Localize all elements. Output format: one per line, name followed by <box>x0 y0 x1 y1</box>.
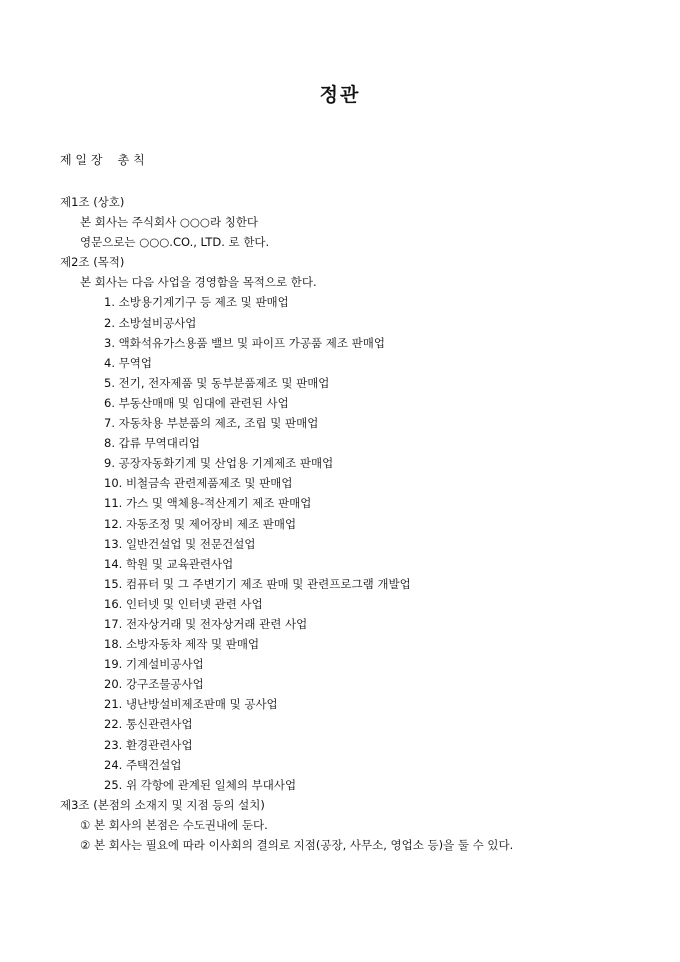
article-1-line: 영문으로는 ○○○.CO., LTD. 로 한다. <box>80 235 270 250</box>
chapter-heading: 제 일 장 총 칙 <box>60 153 145 167</box>
business-item: 25. 위 각항에 관계된 일체의 부대사업 <box>104 777 297 792</box>
business-item: 5. 전기, 전자제품 및 동부분품제조 및 판매업 <box>104 375 330 390</box>
business-item: 8. 갑류 무역대리업 <box>104 436 201 451</box>
business-item: 6. 부동산매매 및 임대에 관련된 사업 <box>104 395 289 410</box>
business-item: 24. 주택건설업 <box>104 757 182 772</box>
business-item: 13. 일반건설업 및 전문건설업 <box>104 536 256 551</box>
business-item: 17. 전자상거래 및 전자상거래 관련 사업 <box>104 616 308 631</box>
article-2-heading: 제2조 (목적) <box>60 255 125 270</box>
business-item: 7. 자동차용 부분품의 제조, 조립 및 판매업 <box>104 416 319 431</box>
business-item: 1. 소방용기계기구 등 제조 및 판매업 <box>104 295 289 310</box>
business-item: 4. 무역업 <box>104 355 152 370</box>
article-2-intro: 본 회사는 다음 사업을 경영함을 목적으로 한다. <box>80 275 317 290</box>
business-item: 16. 인터넷 및 인터넷 관련 사업 <box>104 596 263 611</box>
business-item: 12. 자동조정 및 제어장비 제조 판매업 <box>104 516 297 531</box>
article-1-line: 본 회사는 주식회사 ○○○라 칭한다 <box>80 215 259 230</box>
business-item: 20. 강구조물공사업 <box>104 677 204 692</box>
article-3-clause: ① 본 회사의 본점은 수도권내에 둔다. <box>80 817 268 832</box>
business-item: 22. 통신관련사업 <box>104 717 193 732</box>
business-item: 11. 가스 및 액체용-적산계기 제조 판매업 <box>104 496 312 511</box>
business-item: 15. 컴퓨터 및 그 주변기기 제조 판매 및 관련프로그램 개발업 <box>104 576 411 591</box>
article-1-heading: 제1조 (상호) <box>60 195 125 209</box>
business-item: 3. 액화석유가스용품 밸브 및 파이프 가공품 제조 판매업 <box>104 335 385 350</box>
business-item: 2. 소방설비공사업 <box>104 315 197 330</box>
business-item: 9. 공장자동화기계 및 산업용 기계제조 판매업 <box>104 456 334 471</box>
document-title: 정관 <box>319 84 361 106</box>
article-3-clause: ② 본 회사는 필요에 따라 이사회의 결의로 지점(공장, 사무소, 영업소 등)을 둘 수 있다. <box>80 838 514 852</box>
document-body <box>0 192 680 855</box>
business-item: 19. 기계설비공사업 <box>104 657 204 672</box>
article-3-heading: 제3조 (본점의 소재지 및 지점 등의 설치) <box>60 797 265 812</box>
business-item: 18. 소방자동차 제작 및 판매업 <box>104 637 260 652</box>
business-item: 21. 냉난방설비제조판매 및 공사업 <box>104 697 278 712</box>
business-item: 23. 환경관련사업 <box>104 737 193 752</box>
business-item: 10. 비철금속 관련제품제조 및 판매업 <box>104 476 293 491</box>
business-item: 14. 학원 및 교육관련사업 <box>104 556 234 571</box>
